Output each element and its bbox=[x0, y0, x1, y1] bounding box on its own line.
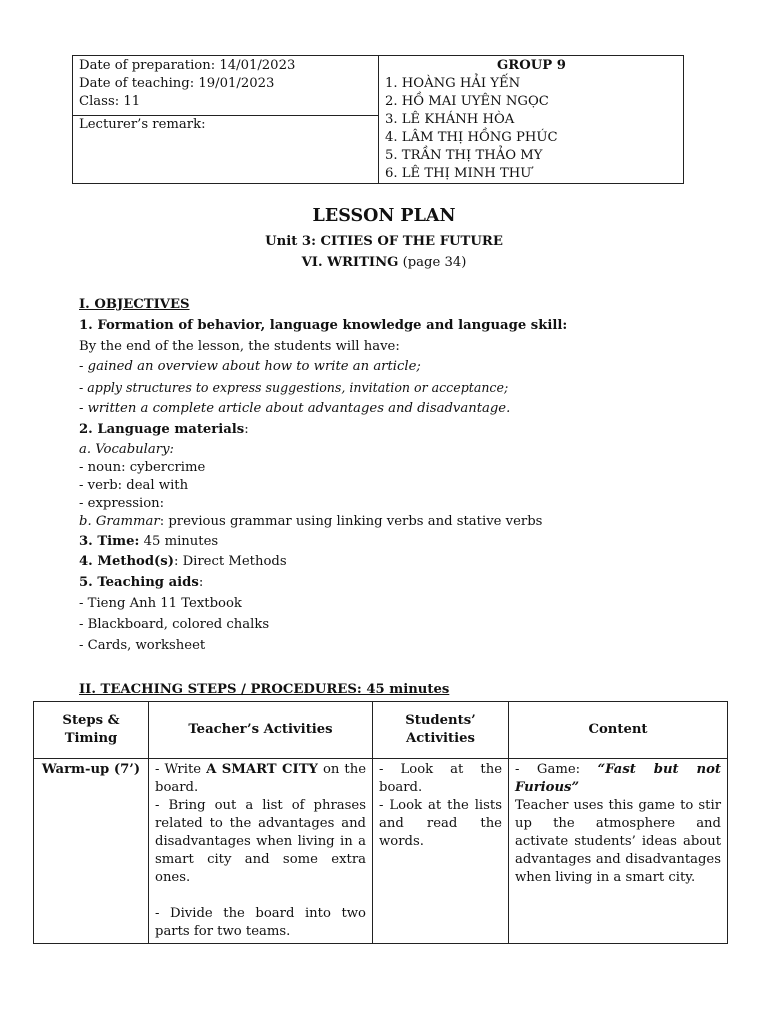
group-member: 3. LÊ KHÁNH HÒA bbox=[385, 112, 515, 127]
column-header-students: Students’ Activities bbox=[373, 702, 509, 759]
lecturer-remark: Lecturer’s remark: bbox=[79, 117, 206, 132]
teacher-activities-cell bbox=[149, 759, 373, 944]
date-of-preparation: Date of preparation: 14/01/2023 bbox=[79, 58, 296, 73]
column-header-content: Content bbox=[509, 702, 728, 759]
colon: : bbox=[198, 575, 204, 591]
lecturer-remark-cell bbox=[73, 116, 378, 134]
procedures-heading: II. TEACHING STEPS / PROCEDURES: 45 minutes bbox=[79, 682, 450, 697]
colon: : bbox=[244, 421, 249, 437]
content-description: Teacher uses this game to stir up the atmosphere and activate students’ ideas about advantages and disadvantages when living in a smart city. bbox=[515, 798, 721, 885]
game-name: “Fast but not Furious” bbox=[515, 762, 721, 795]
text: - Write bbox=[155, 762, 207, 777]
objectives-subheading-1: 1. Formation of behavior, language knowledge and language skill: bbox=[79, 317, 568, 333]
group-members-cell bbox=[379, 56, 684, 183]
method-value: : Direct Methods bbox=[173, 554, 287, 570]
section-name: VI. WRITING bbox=[301, 255, 399, 270]
procedures-table bbox=[33, 701, 728, 944]
teacher-activity-1 bbox=[155, 762, 366, 795]
grammar-text: : previous grammar using linking verbs and stative verbs bbox=[159, 514, 543, 530]
student-activity-2: - Look at the lists and read the words. bbox=[379, 798, 502, 849]
objective-item: - written a complete article about advantages and disadvantage. bbox=[79, 400, 511, 416]
class-info bbox=[73, 56, 378, 116]
objective-item: - gained an overview about how to write an article; bbox=[79, 359, 421, 375]
teacher-activity-2: - Bring out a list of phrases related to the advantages and disadvantages when living in a smart city and some extra ones. bbox=[155, 798, 366, 885]
column-header-teacher: Teacher’s Activities bbox=[149, 702, 373, 759]
document-title: LESSON PLAN bbox=[312, 206, 456, 226]
time-line bbox=[79, 532, 719, 553]
header-info-box bbox=[72, 55, 684, 184]
teaching-aids-label: 5. Teaching aids bbox=[79, 575, 199, 591]
objectives-section bbox=[79, 295, 719, 656]
vocab-item: - verb: deal with bbox=[79, 477, 189, 493]
time-label: 3. Time: bbox=[79, 533, 140, 549]
step-timing-cell: Warm-up (7’) bbox=[34, 759, 149, 944]
objectives-heading: I. OBJECTIVES bbox=[79, 297, 190, 312]
time-value: 45 minutes bbox=[139, 533, 219, 549]
vocab-item: - noun: cybercrime bbox=[79, 459, 206, 475]
group-member: 1. HOÀNG HẢI YẾN bbox=[385, 76, 521, 91]
teaching-aid-item: - Tieng Anh 11 Textbook bbox=[79, 595, 242, 611]
group-member: 2. HỒ MAI UYÊN NGỌC bbox=[385, 94, 549, 109]
unit-title: Unit 3: CITIES OF THE FUTURE bbox=[265, 234, 503, 249]
text: - Game: bbox=[515, 762, 598, 777]
column-header-steps: Steps & Timing bbox=[34, 702, 149, 759]
grammar-label: b. Grammar bbox=[79, 514, 160, 530]
teaching-aid-item: - Cards, worksheet bbox=[79, 637, 206, 653]
text: on the board. bbox=[155, 762, 366, 795]
method-label: 4. Method(s) bbox=[79, 554, 174, 570]
content-game bbox=[515, 762, 721, 795]
page-reference: (page 34) bbox=[398, 255, 467, 270]
header-left-cell bbox=[73, 56, 379, 183]
group-member: 6. LÊ THỊ MINH THƯ bbox=[385, 166, 532, 181]
date-of-teaching: Date of teaching: 19/01/2023 bbox=[79, 76, 275, 91]
content-cell bbox=[509, 759, 728, 944]
emphasis: A SMART CITY bbox=[206, 762, 318, 777]
group-title: GROUP 9 bbox=[497, 58, 566, 73]
student-activity-1: - Look at the board. bbox=[379, 762, 502, 795]
objectives-intro: By the end of the lesson, the students will have: bbox=[79, 338, 400, 354]
table-row bbox=[34, 759, 728, 944]
grammar-line bbox=[79, 513, 719, 531]
teaching-aid-item: - Blackboard, colored chalks bbox=[79, 616, 270, 632]
objective-item: - apply structures to express suggestions, invitation or acceptance; bbox=[79, 380, 509, 396]
teacher-activity-3: - Divide the board into two parts for two teams. bbox=[155, 906, 366, 939]
group-member: 4. LÂM THỊ HỒNG PHÚC bbox=[385, 130, 558, 145]
teaching-aids-line bbox=[79, 573, 719, 594]
vocabulary-label: a. Vocabulary: bbox=[79, 441, 174, 457]
table-header-row bbox=[34, 702, 728, 759]
group-member: 5. TRẦN THỊ THẢO MY bbox=[385, 148, 543, 163]
method-line bbox=[79, 552, 719, 573]
language-materials-heading bbox=[79, 420, 719, 441]
section-title bbox=[0, 254, 768, 272]
spacer bbox=[155, 887, 366, 905]
class-label: Class: 11 bbox=[79, 94, 141, 109]
students-activities-cell bbox=[373, 759, 509, 944]
language-materials-label: 2. Language materials bbox=[79, 421, 245, 437]
vocab-item: - expression: bbox=[79, 496, 165, 512]
